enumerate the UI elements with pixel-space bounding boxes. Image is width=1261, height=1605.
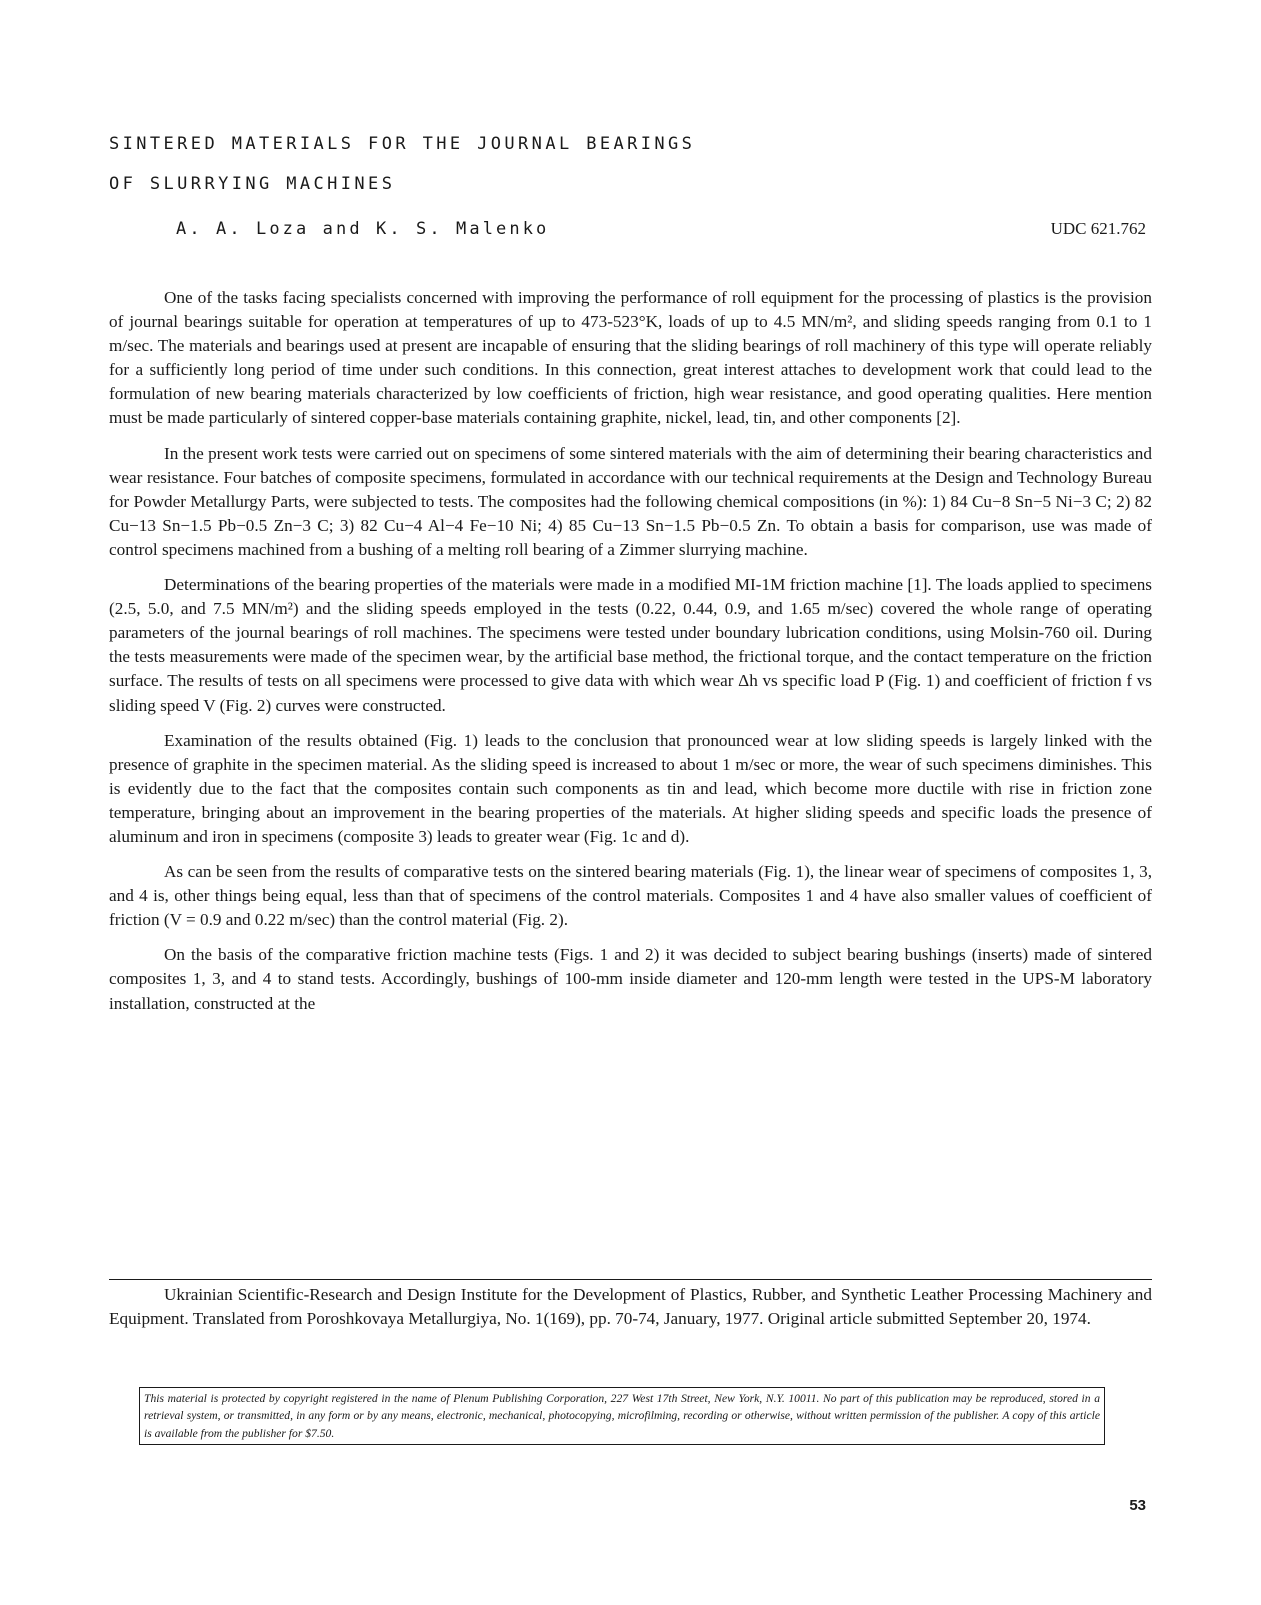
paragraph-2: In the present work tests were carried out on specimens of some sintered materials with the aim of determining their bearing characteristics and wear resistance. Four batches of composite specimens, formulated in accordance with our technical requirements at the Design and Technology Bureau for Powder Metallurgy Parts, were subjected to tests. The composites had the following chemical compositions (in %): 1) 84 Cu−8 Sn−5 Ni−3 C; 2) 82 Cu−13 Sn−1.5 Pb−0.5 Zn−3 C; 3) 82 Cu−4 Al−4 Fe−10 Ni; 4) 85 Cu−13 Sn−1.5 Pb−0.5 Zn. To obtain a basis for comparison, use was made of control specimens machined from a bushing of a melting roll bearing of a Zimmer slurrying machine. [109, 443, 1152, 559]
udc-code: UDC 621.762 [1050, 219, 1146, 238]
article-title-line-2: OF SLURRYING MACHINES [109, 174, 396, 194]
paragraph-1: One of the tasks facing specialists concerned with improving the performance of roll equipment for the processing of plastics is the provision of journal bearings suitable for operation at temperatures of up to 473-523°K, loads of up to 4.5 MN/m², and sliding speeds ranging from 0.1 to 1 m/sec. The materials and bearings used at present are incapable of ensuring that the sliding bearings of roll machinery of this type will operate reliably for a sufficiently long period of time under such conditions. In this connection, great interest attaches to development work that could lead to the formulation of new bearing materials characterized by low coefficients of friction, high wear resistance, and good operating qualities. Here mention must be made particularly of sintered copper-base materials containing graphite, nickel, lead, tin, and other components [2]. [109, 288, 1152, 428]
page-number: 53 [1129, 1497, 1146, 1514]
copyright-notice: This material is protected by copyright registered in the name of Plenum Publishing Corporation, 227 West 17th Street, New York, N.Y. 10011. No part of this publication may be reproduced, stored in a retrieval system, or transmitted, in any form or by any means, electronic, mechanical, photocopying, microfilming, recording or otherwise, without written permission of the publisher. A copy of this article is available from the publisher for $7.50. [139, 1387, 1105, 1445]
affiliation-footnote: Ukrainian Scientific-Research and Design Institute for the Development of Plastics, Rubber, and Synthetic Leather Processing Machinery and Equipment. Translated from Poroshkovaya Metallurgiya, No. 1(169), pp. 70-74, January, 1977. Original article submitted September 20, 1974. [109, 1285, 1152, 1328]
article-title-line-1: SINTERED MATERIALS FOR THE JOURNAL BEARINGS [109, 134, 696, 154]
paragraph-3: Determinations of the bearing properties of the materials were made in a modified MI-1M friction machine [1]. The loads applied to specimens (2.5, 5.0, and 7.5 MN/m²) and the sliding speeds employed in the tests (0.22, 0.44, 0.9, and 1.65 m/sec) covered the whole range of operating parameters of the journal bearings of roll machines. The specimens were tested under boundary lubrication conditions, using Molsin-760 oil. During the tests measurements were made of the specimen wear, by the artificial base method, the frictional torque, and the contact temperature on the friction surface. The results of tests on all specimens were processed to give data with which wear Δh vs specific load P (Fig. 1) and coefficient of friction f vs sliding speed V (Fig. 2) curves were constructed. [109, 575, 1152, 715]
article-body [109, 286, 1152, 1027]
footnote-divider [109, 1279, 1152, 1280]
paragraph-5: As can be seen from the results of comparative tests on the sintered bearing materials (Fig. 1), the linear wear of specimens of composites 1, 3, and 4 is, other things being equal, less than that of specimens of the control materials. Composites 1 and 4 have also smaller values of coefficient of friction (V = 0.9 and 0.22 m/sec) than the control material (Fig. 2). [109, 862, 1152, 930]
authors: A. A. Loza and K. S. Malenko [176, 219, 550, 239]
paragraph-4: Examination of the results obtained (Fig. 1) leads to the conclusion that pronounced wear at low sliding speeds is largely linked with the presence of graphite in the specimen material. As the sliding speed is increased to about 1 m/sec or more, the wear of such specimens diminishes. This is evidently due to the fact that the composites contain such components as tin and lead, which become more ductile with rise in friction zone temperature, bringing about an improvement in the bearing properties of the materials. At higher sliding speeds and specific loads the presence of aluminum and iron in specimens (composite 3) leads to greater wear (Fig. 1c and d). [109, 730, 1152, 846]
paragraph-6: On the basis of the comparative friction machine tests (Figs. 1 and 2) it was decided to subject bearing bushings (inserts) made of sintered composites 1, 3, and 4 to stand tests. Accordingly, bushings of 100-mm inside diameter and 120-mm length were tested in the UPS-M laboratory installation, constructed at the [109, 945, 1152, 1013]
